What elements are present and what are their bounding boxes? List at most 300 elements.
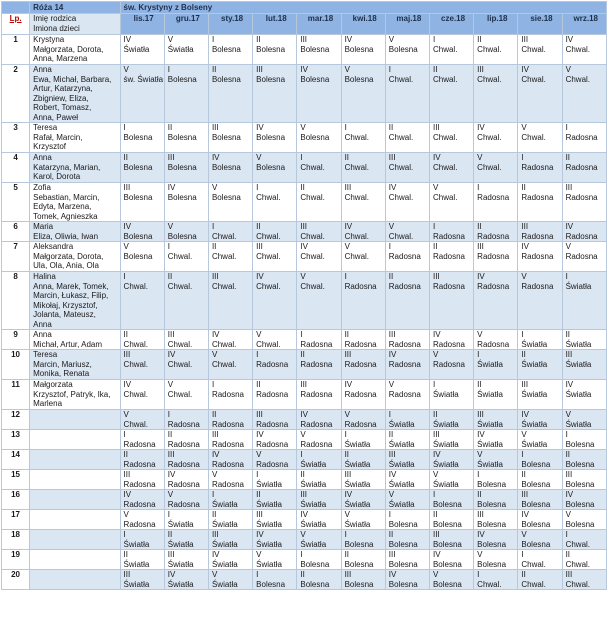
mystery-cell	[120, 35, 164, 65]
mystery-cell	[120, 380, 164, 410]
children-names: Ewa, Michał, Barbara,	[33, 74, 112, 84]
mystery-part: św. Światła	[123, 74, 164, 84]
header-row-months	[2, 14, 607, 35]
children-names: Krzysztof, Patryk, Ika,	[33, 389, 111, 399]
mystery-part: Chwal.	[344, 132, 370, 142]
mystery-number: III	[477, 65, 484, 74]
mystery-part: Bolesna	[300, 44, 330, 54]
mystery-number: V	[300, 530, 306, 539]
mystery-cell	[253, 242, 297, 272]
mystery-cell	[164, 450, 208, 470]
mystery-cell	[385, 242, 429, 272]
mystery-number: I	[211, 380, 215, 389]
mystery-cell	[385, 222, 429, 242]
mystery-number: V	[388, 222, 395, 231]
mystery-cell	[518, 510, 562, 530]
mystery-cell	[385, 35, 429, 65]
mystery-cell	[253, 123, 297, 153]
parent-label: Imię rodzica	[33, 14, 77, 23]
mystery-cell	[518, 430, 562, 450]
table-row	[2, 35, 607, 65]
member-names	[30, 430, 120, 450]
member-names	[30, 510, 120, 530]
mystery-cell	[208, 272, 252, 330]
mystery-part: Chwal.	[344, 192, 370, 202]
mystery-part: Bolesna	[211, 162, 241, 172]
mystery-cell	[562, 123, 606, 153]
mystery-cell	[164, 222, 208, 242]
mystery-part: Światła	[167, 44, 194, 54]
mystery-number: I	[521, 153, 524, 162]
mystery-cell	[253, 490, 297, 510]
mystery-part: Chwal.	[167, 359, 193, 369]
mystery-number: III	[300, 380, 308, 389]
mystery-number: I	[344, 272, 347, 281]
children-names: Małgorzata, Dorota,	[33, 251, 104, 261]
header-corner	[2, 2, 30, 14]
mystery-cell	[562, 510, 606, 530]
mystery-cell	[429, 183, 473, 222]
mystery-part: Chwal.	[123, 389, 148, 399]
mystery-part: Bolesna	[211, 44, 241, 54]
mystery-number: II	[256, 35, 261, 44]
mystery-cell	[164, 242, 208, 272]
mystery-cell	[208, 222, 252, 242]
mystery-number: V	[565, 242, 571, 251]
children-names: Tomek, Agnieszka	[33, 211, 98, 221]
mystery-number: V	[521, 430, 527, 439]
mystery-number: I	[167, 510, 170, 519]
row-number: 11	[2, 380, 30, 410]
mystery-cell	[208, 350, 252, 380]
mystery-cell	[120, 222, 164, 242]
mystery-part: Radosna	[300, 359, 333, 369]
mystery-part: Bolesna	[432, 499, 462, 509]
mystery-number: III	[256, 510, 263, 519]
mystery-part: Radosna	[477, 231, 510, 241]
mystery-cell	[562, 470, 606, 490]
mystery-part: Chwal.	[211, 231, 237, 241]
mystery-part: Bolesna	[432, 519, 462, 529]
mystery-number: V	[123, 242, 129, 251]
mystery-number: II	[477, 222, 482, 231]
mystery-number: III	[344, 570, 352, 579]
mystery-part: Chwal.	[167, 389, 193, 399]
mystery-part: Radosna	[477, 192, 510, 202]
mystery-part: Radosna	[123, 459, 156, 469]
mystery-number: I	[565, 530, 568, 539]
mystery-part: Radosna	[167, 499, 200, 509]
mystery-cell	[253, 65, 297, 123]
mystery-part: Chwal.	[388, 192, 414, 202]
mystery-number: V	[300, 430, 306, 439]
mystery-part: Chwal.	[521, 579, 546, 589]
mystery-number: I	[256, 350, 259, 359]
row-number: 1	[2, 35, 30, 65]
mystery-part: Światła	[256, 479, 282, 489]
member-names	[30, 380, 120, 410]
table-row	[2, 530, 607, 550]
mystery-part: Bolesna	[344, 579, 374, 589]
mystery-cell	[429, 123, 473, 153]
mystery-part: Światła	[388, 499, 415, 509]
mystery-number: V	[521, 123, 527, 132]
mystery-cell	[518, 550, 562, 570]
mystery-number: III	[521, 35, 529, 44]
mystery-part: Radosna	[477, 281, 510, 291]
mystery-part: Bolesna	[300, 74, 330, 84]
mystery-part: Światła	[432, 389, 459, 399]
mystery-part: Bolesna	[167, 132, 197, 142]
mystery-number: III	[300, 490, 308, 499]
mystery-part: Chwal.	[388, 231, 414, 241]
mystery-number: I	[211, 35, 215, 44]
mystery-part: Bolesna	[565, 519, 595, 529]
mystery-part: Radosna	[477, 251, 510, 261]
rosary-schedule-table	[1, 1, 607, 590]
children-names: Ula, Ola, Ania, Ola	[33, 261, 99, 270]
mystery-cell	[253, 550, 297, 570]
mystery-number: IV	[388, 183, 397, 192]
mystery-number: V	[565, 510, 571, 519]
mystery-cell	[120, 450, 164, 470]
mystery-number: IV	[123, 35, 132, 44]
mystery-cell	[164, 510, 208, 530]
member-names	[30, 450, 120, 470]
mystery-number: V	[521, 530, 527, 539]
mystery-part: Radosna	[565, 251, 598, 261]
children-names: Zbigniew, Eliza,	[33, 93, 89, 103]
mystery-number: IV	[211, 550, 220, 559]
mystery-cell	[385, 272, 429, 330]
mystery-number: IV	[565, 490, 574, 499]
mystery-part: Radosna	[432, 359, 465, 369]
mystery-cell	[518, 222, 562, 242]
mystery-cell	[429, 550, 473, 570]
mystery-number: II	[565, 550, 571, 559]
mystery-cell	[429, 380, 473, 410]
mystery-number: I	[388, 410, 391, 419]
mystery-cell	[341, 222, 385, 242]
mystery-part: Bolesna	[256, 579, 286, 589]
mystery-part: Światła	[256, 559, 282, 569]
mystery-cell	[164, 123, 208, 153]
parent-name: Małgorzata	[33, 380, 73, 389]
mystery-cell	[385, 430, 429, 450]
mystery-part: Chwal.	[167, 339, 193, 349]
mystery-cell	[164, 272, 208, 330]
mystery-number: II	[123, 550, 128, 559]
mystery-part: Światła	[256, 499, 282, 509]
mystery-number: I	[521, 330, 524, 339]
mystery-number: IV	[344, 222, 353, 231]
mystery-cell	[562, 570, 606, 590]
row-number: 6	[2, 222, 30, 242]
mystery-part: Radosna	[388, 251, 421, 261]
mystery-cell	[518, 35, 562, 65]
mystery-number: I	[256, 470, 259, 479]
mystery-part: Światła	[211, 519, 238, 529]
mystery-cell	[385, 450, 429, 470]
mystery-cell	[120, 183, 164, 222]
mystery-cell	[253, 222, 297, 242]
mystery-cell	[253, 570, 297, 590]
row-number: 10	[2, 350, 30, 380]
mystery-cell	[562, 272, 606, 330]
mystery-part: Światła	[432, 419, 459, 429]
member-names	[30, 65, 120, 123]
children-names: Anna, Marek, Tomek,	[33, 281, 109, 291]
mystery-number: I	[344, 430, 347, 439]
mystery-number: V	[211, 570, 218, 579]
mystery-part: Światła	[300, 479, 327, 489]
mystery-part: Bolesna	[256, 132, 286, 142]
member-names	[30, 550, 120, 570]
mystery-number: I	[477, 470, 480, 479]
mystery-part: Światła	[167, 579, 194, 589]
mystery-part: Chwal.	[256, 251, 281, 261]
mystery-part: Bolesna	[344, 559, 374, 569]
mystery-number: I	[123, 123, 126, 132]
mystery-part: Radosna	[477, 339, 510, 349]
mystery-number: III	[123, 350, 131, 359]
mystery-cell	[429, 490, 473, 510]
names-header	[30, 14, 120, 35]
mystery-part: Chwal.	[211, 339, 237, 349]
mystery-part: Radosna	[432, 251, 465, 261]
children-names: Monika, Renata	[33, 369, 90, 378]
mystery-cell	[429, 530, 473, 550]
mystery-part: Radosna	[211, 459, 244, 469]
mystery-part: Bolesna	[521, 519, 551, 529]
mystery-part: Radosna	[344, 281, 377, 291]
children-names: Eliza, Oliwia, Iwan	[33, 231, 99, 241]
mystery-cell	[208, 430, 252, 450]
mystery-part: Światła	[211, 499, 238, 509]
mystery-cell	[297, 65, 341, 123]
mystery-cell	[297, 410, 341, 430]
mystery-number: I	[344, 123, 347, 132]
mystery-number: II	[300, 183, 305, 192]
mystery-number: I	[477, 183, 480, 192]
mystery-number: III	[388, 450, 396, 459]
mystery-number: V	[565, 410, 571, 419]
mystery-cell	[474, 530, 518, 550]
mystery-number: IV	[477, 272, 485, 281]
mystery-number: I	[167, 410, 170, 419]
children-names: Edyta, Marzena,	[33, 202, 92, 211]
mystery-cell	[341, 350, 385, 380]
mystery-cell	[208, 490, 252, 510]
mystery-cell	[385, 330, 429, 350]
mystery-part: Światła	[344, 439, 371, 449]
children-names: Artur, Katarzyna,	[33, 84, 93, 93]
mystery-part: Chwal.	[256, 281, 281, 291]
mystery-number: V	[344, 510, 350, 519]
mystery-cell	[253, 450, 297, 470]
mystery-cell	[341, 430, 385, 450]
mystery-part: Bolesna	[300, 579, 330, 589]
mystery-cell	[518, 272, 562, 330]
mystery-part: Światła	[565, 359, 592, 369]
member-names	[30, 272, 120, 330]
mystery-number: III	[432, 430, 440, 439]
mystery-number: V	[388, 380, 395, 389]
table-row	[2, 222, 607, 242]
mystery-cell	[164, 570, 208, 590]
mystery-part: Radosna	[123, 499, 156, 509]
mystery-cell	[341, 530, 385, 550]
mystery-part: Radosna	[123, 439, 156, 449]
table-row	[2, 123, 607, 153]
mystery-number: III	[123, 183, 131, 192]
mystery-part: Bolesna	[477, 479, 507, 489]
mystery-number: II	[211, 65, 217, 74]
mystery-cell	[518, 380, 562, 410]
mystery-cell	[562, 242, 606, 272]
mystery-cell	[518, 450, 562, 470]
parent-name: Anna	[33, 330, 52, 339]
mystery-part: Światła	[565, 281, 592, 291]
header-row-top	[2, 2, 607, 14]
mystery-part: Światła	[388, 419, 415, 429]
mystery-part: Światła	[167, 559, 194, 569]
mystery-number: V	[123, 65, 129, 74]
mystery-part: Światła	[521, 359, 548, 369]
member-names	[30, 570, 120, 590]
mystery-number: I	[521, 550, 524, 559]
mystery-part: Bolesna	[432, 579, 462, 589]
mystery-part: Chwal.	[565, 559, 591, 569]
mystery-number: II	[388, 272, 394, 281]
mystery-number: II	[565, 450, 571, 459]
mystery-cell	[341, 153, 385, 183]
mystery-cell	[385, 65, 429, 123]
mystery-number: I	[388, 242, 391, 251]
table-row	[2, 242, 607, 272]
mystery-part: Radosna	[167, 479, 200, 489]
table-body	[2, 35, 607, 590]
mystery-number: II	[211, 242, 217, 251]
mystery-part: Chwal.	[256, 192, 281, 202]
mystery-part: Bolesna	[167, 162, 197, 172]
mystery-part: Chwal.	[388, 162, 414, 172]
mystery-number: III	[167, 450, 175, 459]
month-header: lip.18	[474, 14, 518, 35]
mystery-cell	[297, 470, 341, 490]
mystery-part: Radosna	[565, 192, 598, 202]
mystery-number: IV	[300, 65, 308, 74]
mystery-cell	[164, 153, 208, 183]
mystery-number: IV	[344, 380, 353, 389]
mystery-part: Bolesna	[123, 231, 153, 241]
mystery-number: III	[432, 530, 440, 539]
mystery-number: V	[432, 570, 439, 579]
mystery-cell	[208, 183, 252, 222]
mystery-number: II	[344, 550, 350, 559]
mystery-number: II	[521, 570, 526, 579]
mystery-cell	[297, 272, 341, 330]
mystery-number: V	[211, 350, 218, 359]
mystery-part: Światła	[123, 44, 150, 54]
mystery-cell	[341, 242, 385, 272]
mystery-part: Bolesna	[565, 479, 595, 489]
mystery-cell	[164, 380, 208, 410]
row-number: 9	[2, 330, 30, 350]
mystery-number: IV	[477, 430, 485, 439]
mystery-number: V	[344, 65, 350, 74]
row-number: 7	[2, 242, 30, 272]
mystery-part: Bolesna	[388, 559, 418, 569]
mystery-number: IV	[123, 380, 132, 389]
mystery-number: II	[256, 380, 261, 389]
mystery-number: IV	[388, 470, 397, 479]
mystery-number: II	[432, 510, 438, 519]
mystery-cell	[385, 380, 429, 410]
mystery-cell	[341, 550, 385, 570]
mystery-number: V	[521, 272, 527, 281]
mystery-number: III	[521, 222, 529, 231]
mystery-number: II	[123, 330, 128, 339]
mystery-cell	[341, 380, 385, 410]
mystery-number: IV	[344, 490, 353, 499]
mystery-cell	[120, 242, 164, 272]
mystery-part: Bolesna	[388, 519, 418, 529]
mystery-number: III	[565, 183, 573, 192]
mystery-part: Radosna	[521, 231, 554, 241]
mystery-part: Światła	[388, 459, 415, 469]
mystery-cell	[208, 530, 252, 550]
mystery-cell	[429, 410, 473, 430]
mystery-cell	[208, 123, 252, 153]
mystery-cell	[562, 450, 606, 470]
mystery-part: Światła	[300, 519, 327, 529]
mystery-part: Bolesna	[432, 539, 462, 549]
mystery-number: III	[344, 183, 352, 192]
mystery-cell	[429, 430, 473, 450]
mystery-number: II	[167, 123, 173, 132]
member-names	[30, 222, 120, 242]
mystery-cell	[120, 350, 164, 380]
mystery-cell	[208, 410, 252, 430]
mystery-cell	[474, 410, 518, 430]
mystery-part: Światła	[300, 499, 327, 509]
mystery-part: Radosna	[565, 132, 598, 142]
mystery-number: IV	[432, 153, 441, 162]
mystery-part: Chwal.	[432, 132, 458, 142]
mystery-cell	[518, 183, 562, 222]
mystery-number: V	[388, 35, 395, 44]
mystery-cell	[120, 530, 164, 550]
mystery-cell	[120, 272, 164, 330]
mystery-part: Światła	[432, 439, 459, 449]
mystery-cell	[253, 430, 297, 450]
mystery-part: Radosna	[432, 339, 465, 349]
mystery-number: IV	[167, 350, 176, 359]
mystery-number: IV	[432, 450, 441, 459]
mystery-part: Radosna	[344, 389, 377, 399]
mystery-number: V	[211, 470, 218, 479]
mystery-cell	[429, 570, 473, 590]
mystery-number: IV	[167, 470, 176, 479]
mystery-number: II	[123, 450, 128, 459]
mystery-part: Chwal.	[477, 132, 502, 142]
mystery-cell	[120, 123, 164, 153]
mystery-cell	[562, 430, 606, 450]
mystery-cell	[474, 470, 518, 490]
mystery-part: Radosna	[167, 419, 200, 429]
mystery-number: II	[256, 490, 261, 499]
